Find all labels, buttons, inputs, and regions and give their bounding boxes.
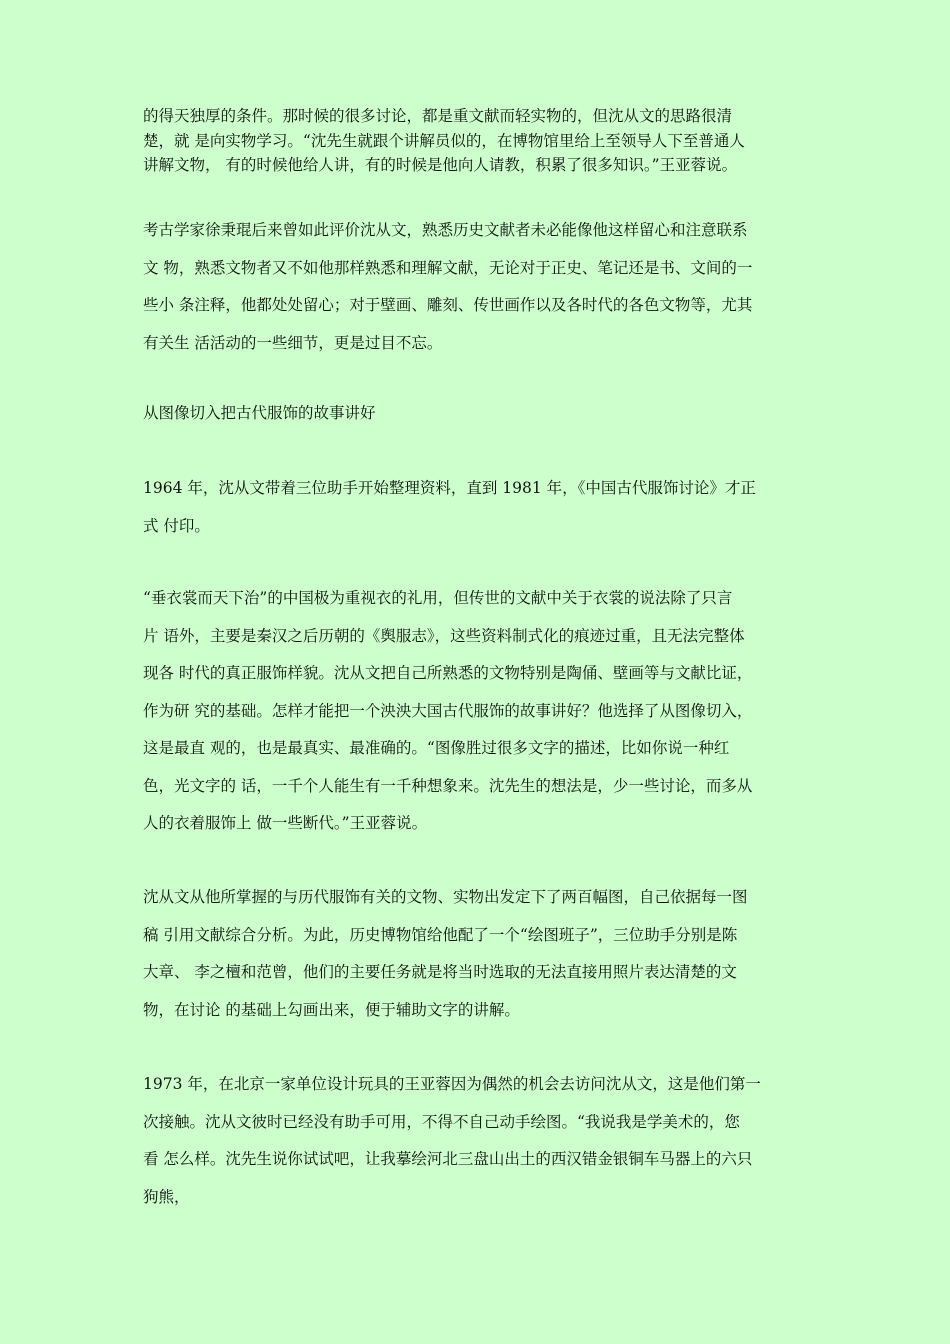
paragraph-5: [143, 879, 815, 1029]
paragraph-3: [143, 470, 815, 545]
text-line: 稿 引用文献综合分析。为此，历史博物馆给他配了一个“绘图班子”，三位助手分别是陈: [143, 925, 738, 944]
text-line: 文 物，熟悉文物者又不如他那样熟悉和理解文献，无论对于正史、笔记还是书、文间的一: [143, 258, 753, 277]
text-line: 沈从文从他所掌握的与历代服饰有关的文物、实物出发定下了两百幅图，自己依据每一图: [143, 888, 748, 906]
text-line: 物，在讨论 的基础上勾画出来，便于辅助文字的讲解。: [143, 1000, 520, 1019]
text-line: 大章、 李之檀和范曾，他们的主要任务就是将当时选取的无法直接用照片表达清楚的文: [143, 963, 737, 981]
text-line: 有关生 活活动的一些细节，更是过目不忘。: [143, 333, 443, 352]
paragraph-1: [143, 104, 815, 178]
text-line: 的得天独厚的条件。那时候的很多讨论，都是重文献而轻实物的，但沈从文的思路很清: [143, 107, 733, 125]
text-line: 狗熊，: [143, 1187, 190, 1206]
text-line: 1973 年，在北京一家单位设计玩具的王亚蓉因为偶然的机会去访问沈从文，这是他们第一: [143, 1075, 761, 1093]
text-line: 式 付印。: [143, 516, 210, 535]
text-line: 讲解文物， 有的时候他给人讲，有的时候是他向人请教，积累了很多知识。”王亚蓉说。: [143, 156, 738, 174]
paragraph-4: [143, 580, 815, 843]
text-line: 作为研 究的基础。怎样才能把一个泱泱大国古代服饰的故事讲好？他选择了从图像切入，: [143, 701, 753, 720]
text-line: 1964 年，沈从文带着三位助手开始整理资料，直到 1981 年，《中国古代服饰讨论》才正: [143, 479, 756, 497]
text-line: 看 怎么样。沈先生说你试试吧，让我摹绘河北三盘山出土的西汉错金银铜车马器上的六只: [143, 1150, 753, 1168]
text-line: 这是最直 观的，也是最真实、最准确的。“图像胜过很多文字的描述，比如你说一种红: [143, 739, 730, 757]
text-line: 色，光文字的 话，一千个人能生有一千种想象来。沈先生的想法是，少一些讨论，而多从: [143, 776, 753, 795]
heading-text: 从图像切入把古代服饰的故事讲好: [143, 404, 376, 422]
text-line: 些小 条注释，他都处处留心；对于壁画、雕刻、传世画作以及各时代的各色文物等，尤其: [143, 296, 753, 314]
section-heading: [143, 398, 815, 428]
text-line: 人的衣着服饰上 做一些断代。”王亚蓉说。: [143, 814, 428, 832]
paragraph-6: [143, 1066, 815, 1216]
text-line: 现各 时代的真正服饰样貌。沈从文把自己所熟悉的文物特别是陶俑、壁画等与文献比证，: [143, 664, 753, 682]
text-line: 考古学家徐秉琨后来曾如此评价沈从文，熟悉历史文献者未必能像他这样留心和注意联系: [143, 221, 748, 239]
text-line: 楚，就 是向实物学习。“沈先生就跟个讲解员似的，在博物馆里给上至领导人下至普通人: [143, 131, 745, 150]
text-line: 片 语外，主要是秦汉之后历朝的《舆服志》，这些资料制式化的痕迹过重，且无法完整体: [143, 626, 745, 645]
text-line: “垂衣裳而天下治”的中国极为重视衣的礼用，但传世的文献中关于衣裳的说法除了只言: [143, 589, 733, 607]
text-line: 次接触。沈从文彼时已经没有助手可用，不得不自己动手绘图。“我说我是学美术的，您: [143, 1112, 740, 1131]
paragraph-2: [143, 212, 815, 362]
